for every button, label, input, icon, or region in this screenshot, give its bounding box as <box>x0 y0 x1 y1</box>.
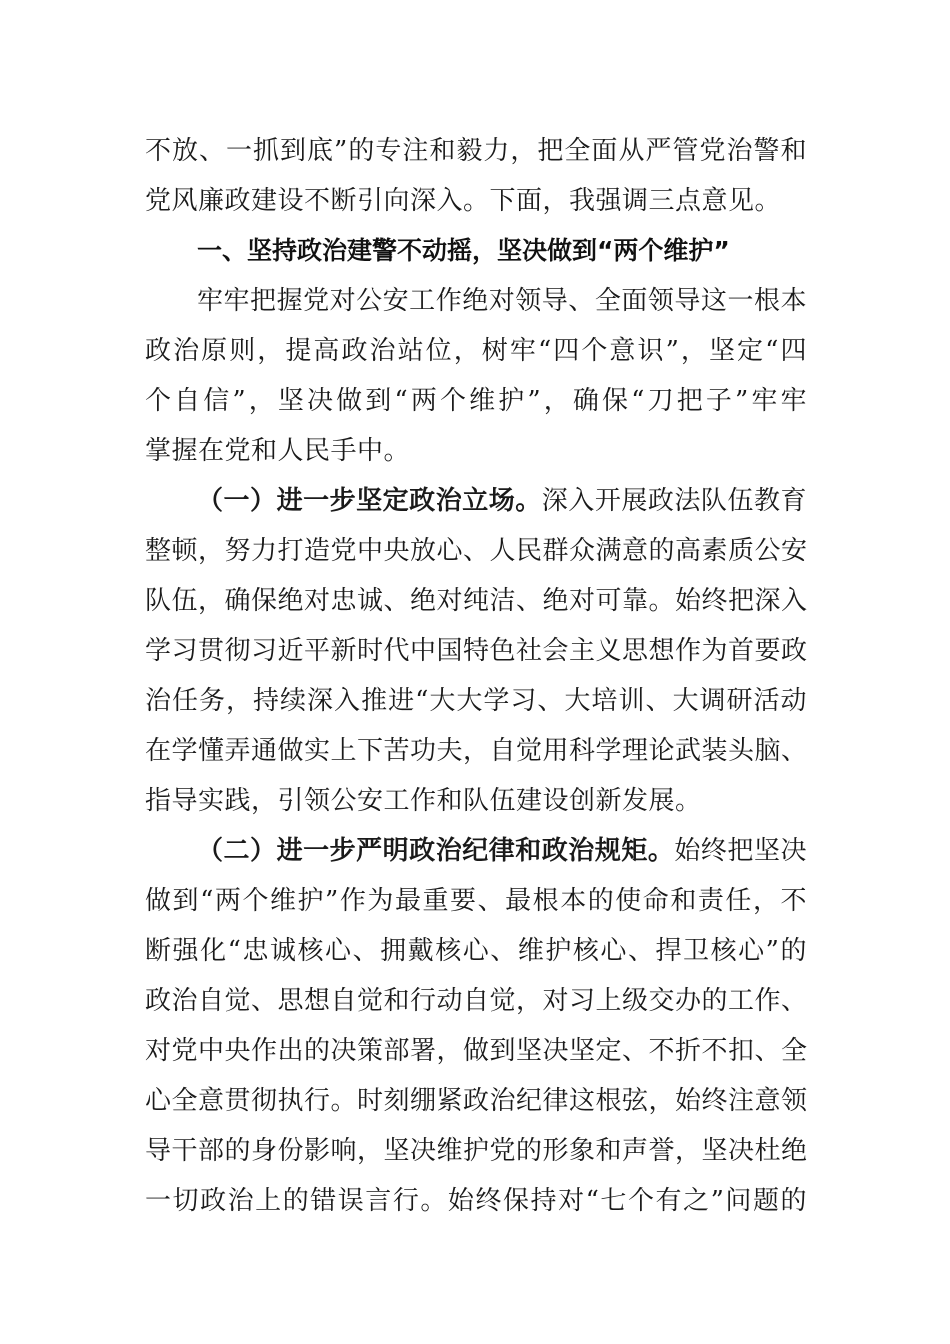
section-paragraph-line-3: 个自信”，坚决做到“两个维护”，确保“刀把子”牢牢 <box>145 386 807 416</box>
section-paragraph-line-4: 掌握在党和人民手中。 <box>145 436 411 466</box>
item2-line-7: 导干部的身份影响，坚决维护党的形象和声誉，坚决杜绝 <box>145 1136 808 1166</box>
item1-line-5: 治任务，持续深入推进“大大学习、大培训、大调研活动 <box>145 686 807 716</box>
item2-line-2: 做到“两个维护”作为最重要、最根本的使命和责任，不 <box>145 886 807 916</box>
item1-line-7: 指导实践，引领公安工作和队伍建设创新发展。 <box>145 786 702 816</box>
item2-line-4: 政治自觉、思想自觉和行动自觉，对习上级交办的工作、 <box>145 986 808 1016</box>
item1-line-4: 学习贯彻习近平新时代中国特色社会主义思想作为首要政 <box>145 636 808 666</box>
item1-line-2: 整顿，努力打造党中央放心、人民群众满意的高素质公安 <box>145 536 808 566</box>
item2-line-5: 对党中央作出的决策部署，做到坚决坚定、不折不扣、全 <box>145 1036 808 1066</box>
section-heading: 一、坚持政治建警不动摇，坚决做到“两个维护” <box>197 236 730 265</box>
item1-line-6: 在学懂弄通做实上下苦功夫，自觉用科学理论武装头脑、 <box>145 736 808 766</box>
item1-first-line <box>197 481 807 521</box>
section-paragraph-line-1: 牢牢把握党对公安工作绝对领导、全面领导这一根本 <box>197 286 807 316</box>
item2-lead: （二）进一步严明政治纪律和政治规矩。 <box>197 836 675 866</box>
item2-first-rest: 始终把坚决 <box>674 836 807 866</box>
intro-line-2: 党风廉政建设不断引向深入。下面，我强调三点意见。 <box>145 186 782 216</box>
item2-line-6: 心全意贯彻执行。时刻绷紧政治纪律这根弦，始终注意领 <box>145 1086 808 1116</box>
item1-first-rest: 深入开展政法队伍教育 <box>541 486 807 516</box>
item1-lead: （一）进一步坚定政治立场。 <box>197 486 542 516</box>
item2-first-line <box>197 831 807 871</box>
item2-line-3: 断强化“忠诚核心、拥戴核心、维护核心、捍卫核心”的 <box>145 936 807 966</box>
intro-line-1: 不放、一抓到底”的专注和毅力，把全面从严管党治警和 <box>145 136 807 166</box>
item2-line-8: 一切政治上的错误言行。始终保持对“七个有之”问题的 <box>145 1186 807 1216</box>
item1-line-3: 队伍，确保绝对忠诚、绝对纯洁、绝对可靠。始终把深入 <box>145 586 808 616</box>
section-paragraph-line-2: 政治原则，提高政治站位，树牢“四个意识”，坚定“四 <box>145 336 807 366</box>
